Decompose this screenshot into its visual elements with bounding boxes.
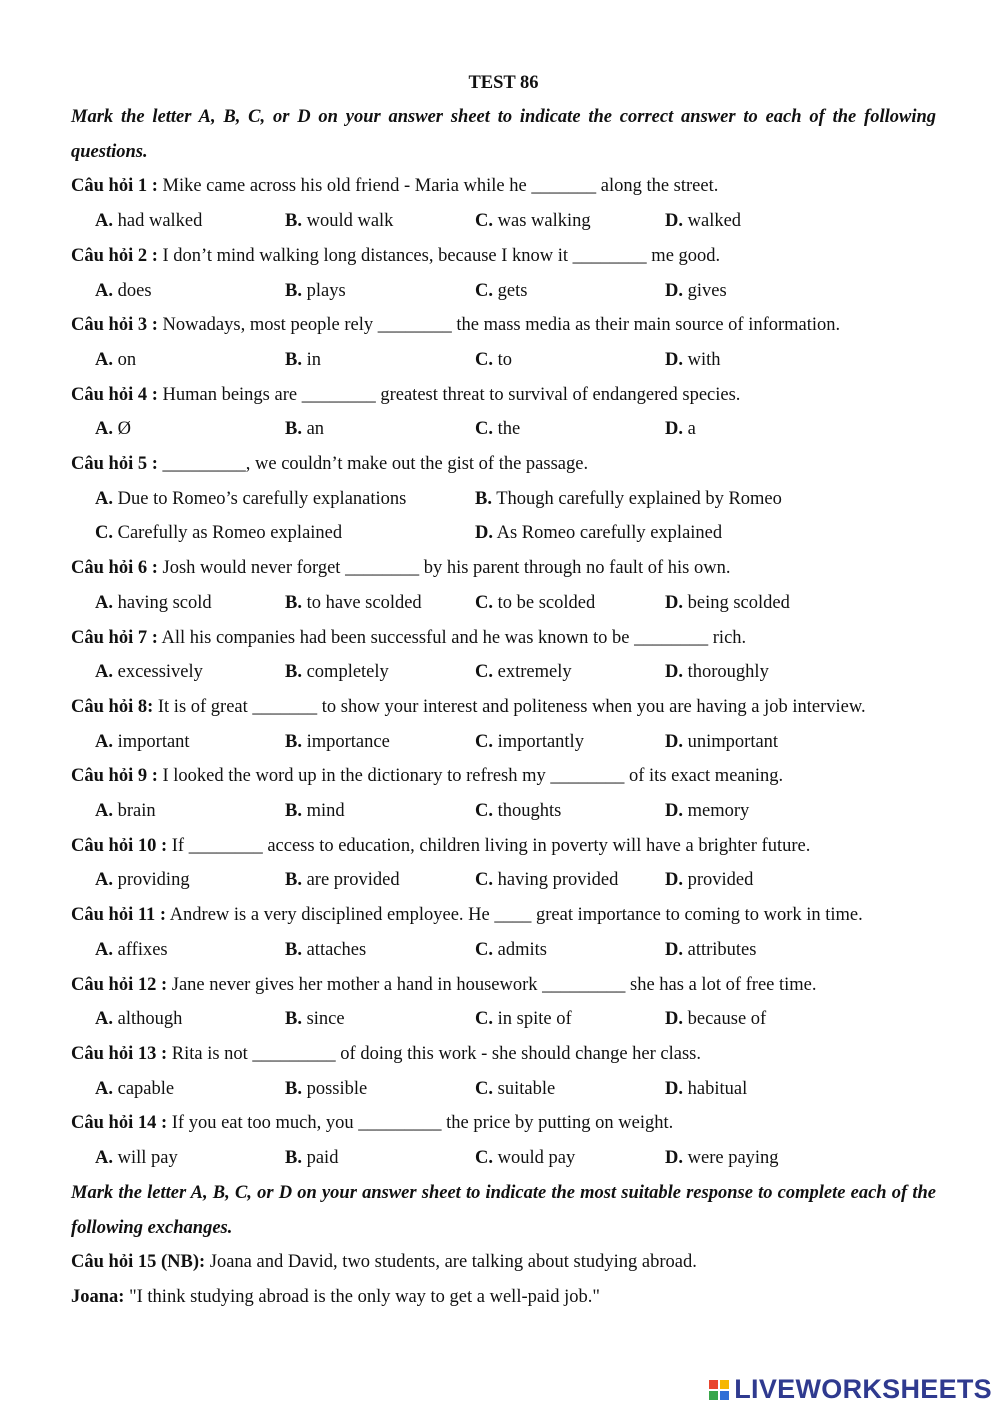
- answer-option: [475, 482, 855, 517]
- option-letter: A.: [95, 662, 113, 683]
- answer-option: [95, 586, 285, 621]
- answer-option: [95, 655, 285, 690]
- option-text: although: [113, 1009, 183, 1030]
- option-letter: B.: [285, 1148, 302, 1169]
- answer-option: [95, 204, 285, 239]
- option-text: thoughts: [493, 801, 562, 822]
- question-15: [71, 1245, 936, 1280]
- question-label: Câu hỏi 8:: [71, 696, 154, 717]
- question-text: Jane never gives her mother a hand in housework _________ she has a lot of free time.: [167, 974, 817, 995]
- worksheet-page: [71, 66, 936, 1315]
- answer-options: [71, 863, 936, 898]
- option-text: Carefully as Romeo explained: [113, 523, 343, 544]
- option-text: completely: [301, 662, 389, 683]
- answer-options: [71, 725, 936, 760]
- answer-option: [475, 794, 665, 829]
- option-text: would walk: [301, 211, 394, 232]
- answer-option: [95, 482, 475, 517]
- question-14: [71, 1106, 936, 1141]
- dialogue-text: "I think studying abroad is the only way to get a well-paid job.": [124, 1286, 600, 1307]
- option-letter: D.: [475, 523, 493, 544]
- question-label: Câu hỏi 3 :: [71, 315, 158, 336]
- answer-option: [475, 725, 665, 760]
- option-letter: C.: [475, 1078, 493, 1099]
- answer-options: [71, 274, 936, 309]
- option-letter: A.: [95, 1009, 113, 1030]
- option-text: to: [493, 349, 513, 370]
- option-text: providing: [113, 870, 190, 891]
- question-label: Câu hỏi 15 (NB):: [71, 1252, 206, 1273]
- answer-option: [475, 933, 665, 968]
- answer-option: [95, 1141, 285, 1176]
- option-letter: A.: [95, 1078, 113, 1099]
- answer-option: [95, 1002, 285, 1037]
- question-5: [71, 447, 936, 482]
- answer-option: [95, 274, 285, 309]
- test-title: TEST 86: [468, 73, 539, 93]
- answer-option: [95, 343, 285, 378]
- speaker-label: Joana:: [71, 1286, 125, 1307]
- answer-option: [475, 412, 665, 447]
- answer-options: [71, 482, 936, 517]
- question-4: [71, 378, 936, 413]
- answer-option: [95, 1072, 285, 1107]
- option-letter: A.: [95, 592, 113, 613]
- answer-options: [71, 655, 936, 690]
- option-letter: D.: [665, 592, 683, 613]
- question-text: Human beings are ________ greatest threat to survival of endangered species.: [157, 384, 741, 405]
- option-letter: A.: [95, 1148, 113, 1169]
- question-10: [71, 829, 936, 864]
- question-label: Câu hỏi 5 :: [71, 454, 158, 475]
- answer-option: [95, 725, 285, 760]
- option-letter: B.: [285, 211, 302, 232]
- answer-option: [285, 655, 475, 690]
- question-label: Câu hỏi 1 :: [71, 176, 158, 197]
- answer-option: [285, 725, 475, 760]
- option-letter: A.: [95, 731, 113, 752]
- option-letter: A.: [95, 801, 113, 822]
- option-text: gets: [493, 280, 528, 301]
- answer-option: [95, 794, 285, 829]
- option-text: attaches: [301, 939, 367, 960]
- option-text: paid: [301, 1148, 339, 1169]
- answer-option: [95, 516, 475, 551]
- option-letter: B.: [285, 870, 302, 891]
- option-text: having provided: [493, 870, 619, 891]
- question-text: Joana and David, two students, are talking about studying abroad.: [205, 1252, 697, 1273]
- option-text: excessively: [113, 662, 203, 683]
- option-text: because of: [683, 1009, 767, 1030]
- answer-option: [665, 586, 855, 621]
- option-letter: C.: [475, 280, 493, 301]
- logo-squares-icon: [709, 1380, 729, 1400]
- answer-option: [665, 794, 855, 829]
- option-text: brain: [113, 801, 156, 822]
- option-text: attributes: [683, 939, 757, 960]
- option-text: the: [493, 419, 521, 440]
- question-3: [71, 308, 936, 343]
- answer-option: [665, 655, 855, 690]
- answer-options: [71, 343, 936, 378]
- answer-option: [475, 1141, 665, 1176]
- answer-option: [285, 1002, 475, 1037]
- option-text: a: [683, 419, 696, 440]
- option-text: Ø: [113, 419, 131, 440]
- option-text: mind: [301, 801, 345, 822]
- answer-options: [71, 412, 936, 447]
- option-text: will pay: [113, 1148, 178, 1169]
- question-text: Nowadays, most people rely ________ the mass media as their main source of information.: [157, 315, 841, 336]
- question-9: [71, 759, 936, 794]
- option-text: importantly: [493, 731, 584, 752]
- option-letter: A.: [95, 349, 113, 370]
- option-letter: C.: [475, 1009, 493, 1030]
- option-text: Due to Romeo’s carefully explanations: [113, 488, 407, 509]
- option-text: walked: [683, 211, 742, 232]
- option-letter: D.: [665, 731, 683, 752]
- answer-option: [665, 725, 855, 760]
- answer-option: [285, 794, 475, 829]
- option-letter: A.: [95, 419, 113, 440]
- option-text: As Romeo carefully explained: [493, 523, 723, 544]
- question-label: Câu hỏi 14 :: [71, 1113, 168, 1134]
- option-text: capable: [113, 1078, 175, 1099]
- question-text: Mike came across his old friend - Maria while he _______ along the street.: [157, 176, 719, 197]
- question-label: Câu hỏi 13 :: [71, 1043, 168, 1064]
- option-letter: B.: [285, 731, 302, 752]
- answer-options: [71, 516, 936, 551]
- logo-square: [709, 1391, 718, 1400]
- question-label: Câu hỏi 4 :: [71, 384, 158, 405]
- answer-option: [475, 655, 665, 690]
- option-text: to be scolded: [493, 592, 596, 613]
- option-letter: D.: [665, 801, 683, 822]
- option-text: would pay: [493, 1148, 576, 1169]
- answer-options: [71, 933, 936, 968]
- answer-option: [285, 1072, 475, 1107]
- option-text: admits: [493, 939, 547, 960]
- answer-option: [475, 274, 665, 309]
- option-letter: D.: [665, 662, 683, 683]
- option-text: was walking: [493, 211, 591, 232]
- answer-options: [71, 1002, 936, 1037]
- option-text: plays: [301, 280, 346, 301]
- question-label: Câu hỏi 7 :: [71, 627, 158, 648]
- question-7: [71, 621, 936, 656]
- option-letter: C.: [475, 731, 493, 752]
- option-text: in: [301, 349, 321, 370]
- answer-option: [475, 863, 665, 898]
- option-letter: B.: [285, 662, 302, 683]
- option-letter: A.: [95, 870, 113, 891]
- question-text: I looked the word up in the dictionary to refresh my ________ of its exact meaning.: [157, 766, 784, 787]
- question-6: [71, 551, 936, 586]
- answer-option: [665, 1072, 855, 1107]
- option-text: suitable: [493, 1078, 556, 1099]
- option-letter: C.: [475, 1148, 493, 1169]
- question-text: Josh would never forget ________ by his parent through no fault of his own.: [157, 558, 731, 579]
- answer-options: [71, 794, 936, 829]
- option-text: with: [683, 349, 721, 370]
- option-text: thoroughly: [683, 662, 769, 683]
- answer-option: [665, 933, 855, 968]
- answer-options: [71, 586, 936, 621]
- answer-options: [71, 1141, 936, 1176]
- option-text: extremely: [493, 662, 572, 683]
- answer-option: [665, 1002, 855, 1037]
- answer-option: [665, 274, 855, 309]
- option-letter: D.: [665, 1009, 683, 1030]
- option-letter: B.: [285, 419, 302, 440]
- answer-option: [285, 863, 475, 898]
- answer-option: [285, 274, 475, 309]
- option-text: an: [301, 419, 325, 440]
- question-text: I don’t mind walking long distances, because I know it ________ me good.: [157, 245, 721, 266]
- answer-options: [71, 1072, 936, 1107]
- brand-name: LIVEWORKSHEETS: [734, 1374, 992, 1404]
- question-label: Câu hỏi 12 :: [71, 974, 168, 995]
- option-text: to have scolded: [301, 592, 422, 613]
- answer-option: [285, 586, 475, 621]
- question-8: [71, 690, 936, 725]
- question-text: Rita is not _________ of doing this work - she should change her class.: [167, 1043, 701, 1064]
- answer-options: [71, 204, 936, 239]
- answer-option: [665, 412, 855, 447]
- answer-option: [665, 204, 855, 239]
- question-text: If ________ access to education, children living in poverty will have a brighter future.: [167, 835, 811, 856]
- answer-option: [95, 412, 285, 447]
- option-text: since: [301, 1009, 345, 1030]
- option-letter: B.: [285, 592, 302, 613]
- answer-option: [95, 933, 285, 968]
- answer-option: [475, 343, 665, 378]
- question-2: [71, 239, 936, 274]
- question-list: [71, 169, 936, 1175]
- answer-option: [475, 1002, 665, 1037]
- option-letter: D.: [665, 1078, 683, 1099]
- question-text: If you eat too much, you _________ the price by putting on weight.: [167, 1113, 674, 1134]
- option-text: important: [113, 731, 190, 752]
- answer-option: [475, 586, 665, 621]
- option-letter: A.: [95, 939, 113, 960]
- option-letter: A.: [95, 488, 113, 509]
- answer-option: [665, 863, 855, 898]
- option-letter: B.: [285, 349, 302, 370]
- option-letter: A.: [95, 211, 113, 232]
- answer-option: [665, 343, 855, 378]
- option-text: affixes: [113, 939, 168, 960]
- question-1: [71, 169, 936, 204]
- option-text: possible: [301, 1078, 368, 1099]
- answer-option: [475, 516, 855, 551]
- option-letter: C.: [475, 592, 493, 613]
- option-letter: B.: [475, 488, 492, 509]
- question-text: Andrew is a very disciplined employee. He ____ great importance to coming to work in time.: [166, 905, 863, 926]
- option-text: on: [113, 349, 137, 370]
- option-text: are provided: [301, 870, 400, 891]
- instruction-2: Mark the letter A, B, C, or D on your answer sheet to indicate the most suitable response to complete each of the following exchanges.: [71, 1182, 936, 1238]
- answer-option: [285, 933, 475, 968]
- question-label: Câu hỏi 6 :: [71, 558, 158, 579]
- dialogue-line-joana: [71, 1280, 936, 1315]
- question-11: [71, 898, 936, 933]
- liveworksheets-logo: [709, 1374, 992, 1405]
- option-letter: C.: [95, 523, 113, 544]
- option-letter: C.: [475, 870, 493, 891]
- option-text: memory: [683, 801, 750, 822]
- answer-option: [285, 343, 475, 378]
- question-label: Câu hỏi 11 :: [71, 905, 167, 926]
- option-letter: D.: [665, 349, 683, 370]
- option-letter: D.: [665, 1148, 683, 1169]
- option-letter: D.: [665, 870, 683, 891]
- option-text: importance: [301, 731, 390, 752]
- logo-square: [709, 1380, 718, 1389]
- option-letter: B.: [285, 1009, 302, 1030]
- question-label: Câu hỏi 10 :: [71, 835, 168, 856]
- question-13: [71, 1037, 936, 1072]
- option-text: gives: [683, 280, 727, 301]
- option-text: habitual: [683, 1078, 748, 1099]
- option-text: provided: [683, 870, 754, 891]
- logo-square: [720, 1380, 729, 1389]
- option-letter: D.: [665, 280, 683, 301]
- question-label: Câu hỏi 9 :: [71, 766, 158, 787]
- question-text: It is of great _______ to show your interest and politeness when you are having a job interview.: [153, 696, 866, 717]
- option-text: does: [113, 280, 152, 301]
- answer-option: [475, 204, 665, 239]
- option-letter: C.: [475, 349, 493, 370]
- option-text: Though carefully explained by Romeo: [491, 488, 782, 509]
- option-letter: C.: [475, 662, 493, 683]
- answer-option: [285, 1141, 475, 1176]
- question-12: [71, 968, 936, 1003]
- option-letter: B.: [285, 1078, 302, 1099]
- answer-option: [285, 412, 475, 447]
- question-text: _________, we couldn’t make out the gist of the passage.: [157, 454, 589, 475]
- option-letter: B.: [285, 280, 302, 301]
- option-letter: C.: [475, 419, 493, 440]
- answer-option: [475, 1072, 665, 1107]
- instruction-1: Mark the letter A, B, C, or D on your answer sheet to indicate the correct answer to each of the following questions.: [71, 107, 936, 162]
- option-letter: A.: [95, 280, 113, 301]
- option-letter: D.: [665, 419, 683, 440]
- option-text: having scold: [113, 592, 212, 613]
- option-text: in spite of: [493, 1009, 572, 1030]
- option-letter: D.: [665, 211, 683, 232]
- option-letter: B.: [285, 939, 302, 960]
- answer-option: [285, 204, 475, 239]
- logo-square: [720, 1391, 729, 1400]
- option-text: were paying: [683, 1148, 779, 1169]
- option-text: being scolded: [683, 592, 790, 613]
- answer-option: [665, 1141, 855, 1176]
- question-label: Câu hỏi 2 :: [71, 245, 158, 266]
- option-letter: C.: [475, 211, 493, 232]
- option-letter: C.: [475, 801, 493, 822]
- answer-option: [95, 863, 285, 898]
- question-text: All his companies had been successful and he was known to be ________ rich.: [157, 627, 747, 648]
- option-text: had walked: [113, 211, 203, 232]
- option-text: unimportant: [683, 731, 779, 752]
- option-letter: B.: [285, 801, 302, 822]
- option-letter: C.: [475, 939, 493, 960]
- option-letter: D.: [665, 939, 683, 960]
